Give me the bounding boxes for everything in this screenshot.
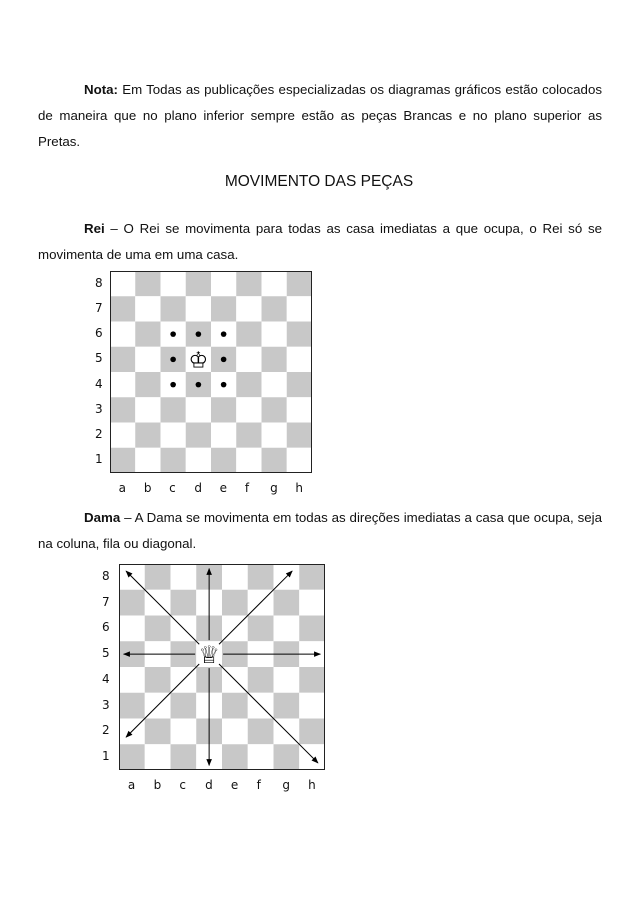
- king-square-a4: [110, 372, 135, 397]
- king-rank-label-5: 5: [95, 351, 103, 366]
- queen-square-b2: [145, 719, 171, 745]
- king-square-h6: [287, 322, 312, 347]
- king-move-dot-c4: [170, 382, 176, 388]
- king-square-g8: [262, 271, 287, 296]
- queen-file-label-c: c: [179, 778, 186, 792]
- king-file-label-a: a: [118, 481, 126, 495]
- note-paragraph: [38, 77, 602, 155]
- king-square-g3: [262, 397, 287, 422]
- king-square-f1: [236, 448, 261, 473]
- king-paragraph: [38, 216, 602, 268]
- queen-square-h3: [299, 693, 325, 719]
- king-move-dot-e6: [221, 331, 227, 337]
- queen-square-a4: [119, 667, 145, 693]
- queen-square-f8: [248, 564, 274, 590]
- section-heading: MOVIMENTO DAS PEÇAS: [224, 173, 414, 190]
- queen-square-f1: [248, 744, 274, 770]
- queen-rank-label-7: 7: [102, 594, 110, 609]
- queen-square-h6: [299, 616, 325, 642]
- king-file-label-b: b: [143, 481, 152, 495]
- king-rank-label-7: 7: [95, 300, 103, 315]
- queen-square-h2: [299, 719, 325, 745]
- king-file-label-g: g: [270, 481, 278, 495]
- queen-square-g6: [274, 616, 300, 642]
- queen-square-a6: [119, 616, 145, 642]
- queen-square-c2: [171, 719, 197, 745]
- king-rank-label-8: 8: [95, 275, 103, 290]
- queen-square-a1: [119, 744, 145, 770]
- king-square-e2: [211, 423, 236, 448]
- queen-square-f6: [248, 616, 274, 642]
- king-text: – O Rei se movimenta para todas as casa imediatas a que ocupa, o Rei só se movimenta de uma em uma casa.: [38, 221, 602, 262]
- king-square-f4: [236, 372, 261, 397]
- king-square-g2: [262, 423, 287, 448]
- king-square-a3: [110, 397, 135, 422]
- queen-rank-label-1: 1: [102, 749, 110, 764]
- king-square-b8: [135, 271, 160, 296]
- queen-square-e3: [222, 693, 248, 719]
- queen-square-h7: [299, 590, 325, 616]
- king-move-dot-d4: [196, 382, 202, 388]
- king-square-h3: [287, 397, 312, 422]
- king-square-h7: [287, 296, 312, 321]
- queen-square-e1: [222, 744, 248, 770]
- queen-file-label-d: d: [205, 778, 213, 792]
- queen-square-e8: [222, 564, 248, 590]
- king-square-h5: [287, 347, 312, 372]
- king-square-h2: [287, 423, 312, 448]
- king-square-f5: [236, 347, 261, 372]
- queen-rank-label-4: 4: [102, 671, 110, 686]
- queen-square-c7: [171, 590, 197, 616]
- king-file-label-f: f: [244, 481, 250, 495]
- queen-file-label-h: h: [308, 778, 316, 792]
- queen-rank-label-2: 2: [102, 723, 110, 738]
- king-square-d7: [186, 296, 211, 321]
- queen-file-label-a: a: [127, 778, 136, 792]
- queen-square-h4: [299, 667, 325, 693]
- queen-square-a7: [119, 590, 145, 616]
- king-square-b6: [135, 322, 160, 347]
- king-square-f3: [236, 397, 261, 422]
- queen-file-label-g: g: [282, 778, 290, 792]
- king-square-c2: [161, 423, 186, 448]
- king-move-dot-c6: [170, 331, 176, 337]
- queen-square-c1: [171, 744, 197, 770]
- queen-square-b6: [145, 616, 171, 642]
- king-square-g6: [262, 322, 287, 347]
- king-rank-label-3: 3: [95, 401, 103, 416]
- queen-square-b1: [145, 744, 171, 770]
- king-square-f6: [236, 322, 261, 347]
- king-square-a8: [110, 271, 135, 296]
- king-square-d3: [186, 397, 211, 422]
- king-square-a6: [110, 322, 135, 347]
- king-square-e8: [211, 271, 236, 296]
- queen-square-g7: [274, 590, 300, 616]
- queen-square-f4: [248, 667, 274, 693]
- queen-square-a3: [119, 693, 145, 719]
- queen-rank-label-3: 3: [102, 697, 110, 712]
- king-square-g5: [262, 347, 287, 372]
- king-square-f7: [236, 296, 261, 321]
- king-square-a1: [110, 448, 135, 473]
- king-rank-label-2: 2: [95, 427, 103, 442]
- king-square-f8: [236, 271, 261, 296]
- king-square-g1: [262, 448, 287, 473]
- king-square-f2: [236, 423, 261, 448]
- king-square-d8: [186, 271, 211, 296]
- king-square-e7: [211, 296, 236, 321]
- queen-file-label-f: f: [256, 778, 261, 792]
- king-square-b7: [135, 296, 160, 321]
- queen-square-g1: [274, 744, 300, 770]
- king-square-a5: [110, 347, 135, 372]
- king-file-label-c: c: [169, 481, 176, 495]
- queen-square-e2: [222, 719, 248, 745]
- king-square-d2: [186, 423, 211, 448]
- king-square-a7: [110, 296, 135, 321]
- queen-rank-label-6: 6: [102, 620, 110, 635]
- king-square-b3: [135, 397, 160, 422]
- king-square-h1: [287, 448, 312, 473]
- king-square-b1: [135, 448, 160, 473]
- note-text: Em Todas as publicações especializadas os diagramas gráficos estão colocados de maneira que no plano inferior sempre estão as peças Brancas e no plano superior as Pretas.: [38, 82, 602, 149]
- queen-square-h8: [299, 564, 325, 590]
- queen-file-label-b: b: [153, 778, 162, 792]
- king-file-label-e: e: [219, 481, 228, 495]
- queen-square-c8: [171, 564, 197, 590]
- king-square-b5: [135, 347, 160, 372]
- queen-square-g4: [274, 667, 300, 693]
- king-square-h4: [287, 372, 312, 397]
- note-label: Nota:: [84, 82, 118, 97]
- king-square-a2: [110, 423, 135, 448]
- queen-square-b8: [145, 564, 171, 590]
- king-file-label-d: d: [194, 481, 202, 495]
- king-label: Rei: [84, 221, 105, 236]
- king-square-b4: [135, 372, 160, 397]
- queen-text: – A Dama se movimenta em todas as direções imediatas a casa que ocupa, seja na coluna, fila ou diagonal.: [38, 510, 602, 551]
- king-rank-label-1: 1: [95, 452, 103, 467]
- king-square-c3: [161, 397, 186, 422]
- queen-square-e7: [222, 590, 248, 616]
- king-rank-label-4: 4: [95, 376, 103, 391]
- queen-square-f2: [248, 719, 274, 745]
- king-square-b2: [135, 423, 160, 448]
- king-board: [110, 271, 313, 474]
- king-file-label-h: h: [295, 481, 303, 495]
- queen-square-b4: [145, 667, 171, 693]
- king-square-d1: [186, 448, 211, 473]
- white-king-icon: ♔: [188, 348, 209, 374]
- queen-file-label-e: e: [230, 778, 239, 792]
- king-rank-label-6: 6: [95, 326, 103, 341]
- king-square-c1: [161, 448, 186, 473]
- king-square-h8: [287, 271, 312, 296]
- king-square-e3: [211, 397, 236, 422]
- king-square-e1: [211, 448, 236, 473]
- queen-paragraph: [38, 505, 602, 557]
- queen-square-c3: [171, 693, 197, 719]
- king-move-dot-c5: [170, 357, 176, 363]
- king-square-g4: [262, 372, 287, 397]
- king-move-dot-e4: [221, 382, 227, 388]
- queen-label: Dama: [84, 510, 121, 525]
- queen-rank-label-8: 8: [102, 568, 110, 583]
- king-move-dot-e5: [221, 357, 227, 363]
- king-square-g7: [262, 296, 287, 321]
- king-move-dot-d6: [196, 331, 202, 337]
- queen-square-g3: [274, 693, 300, 719]
- queen-rank-label-5: 5: [102, 646, 110, 661]
- queen-board: [119, 564, 325, 770]
- king-square-c8: [161, 271, 186, 296]
- king-square-c7: [161, 296, 186, 321]
- white-queen-icon: ♕: [198, 640, 220, 669]
